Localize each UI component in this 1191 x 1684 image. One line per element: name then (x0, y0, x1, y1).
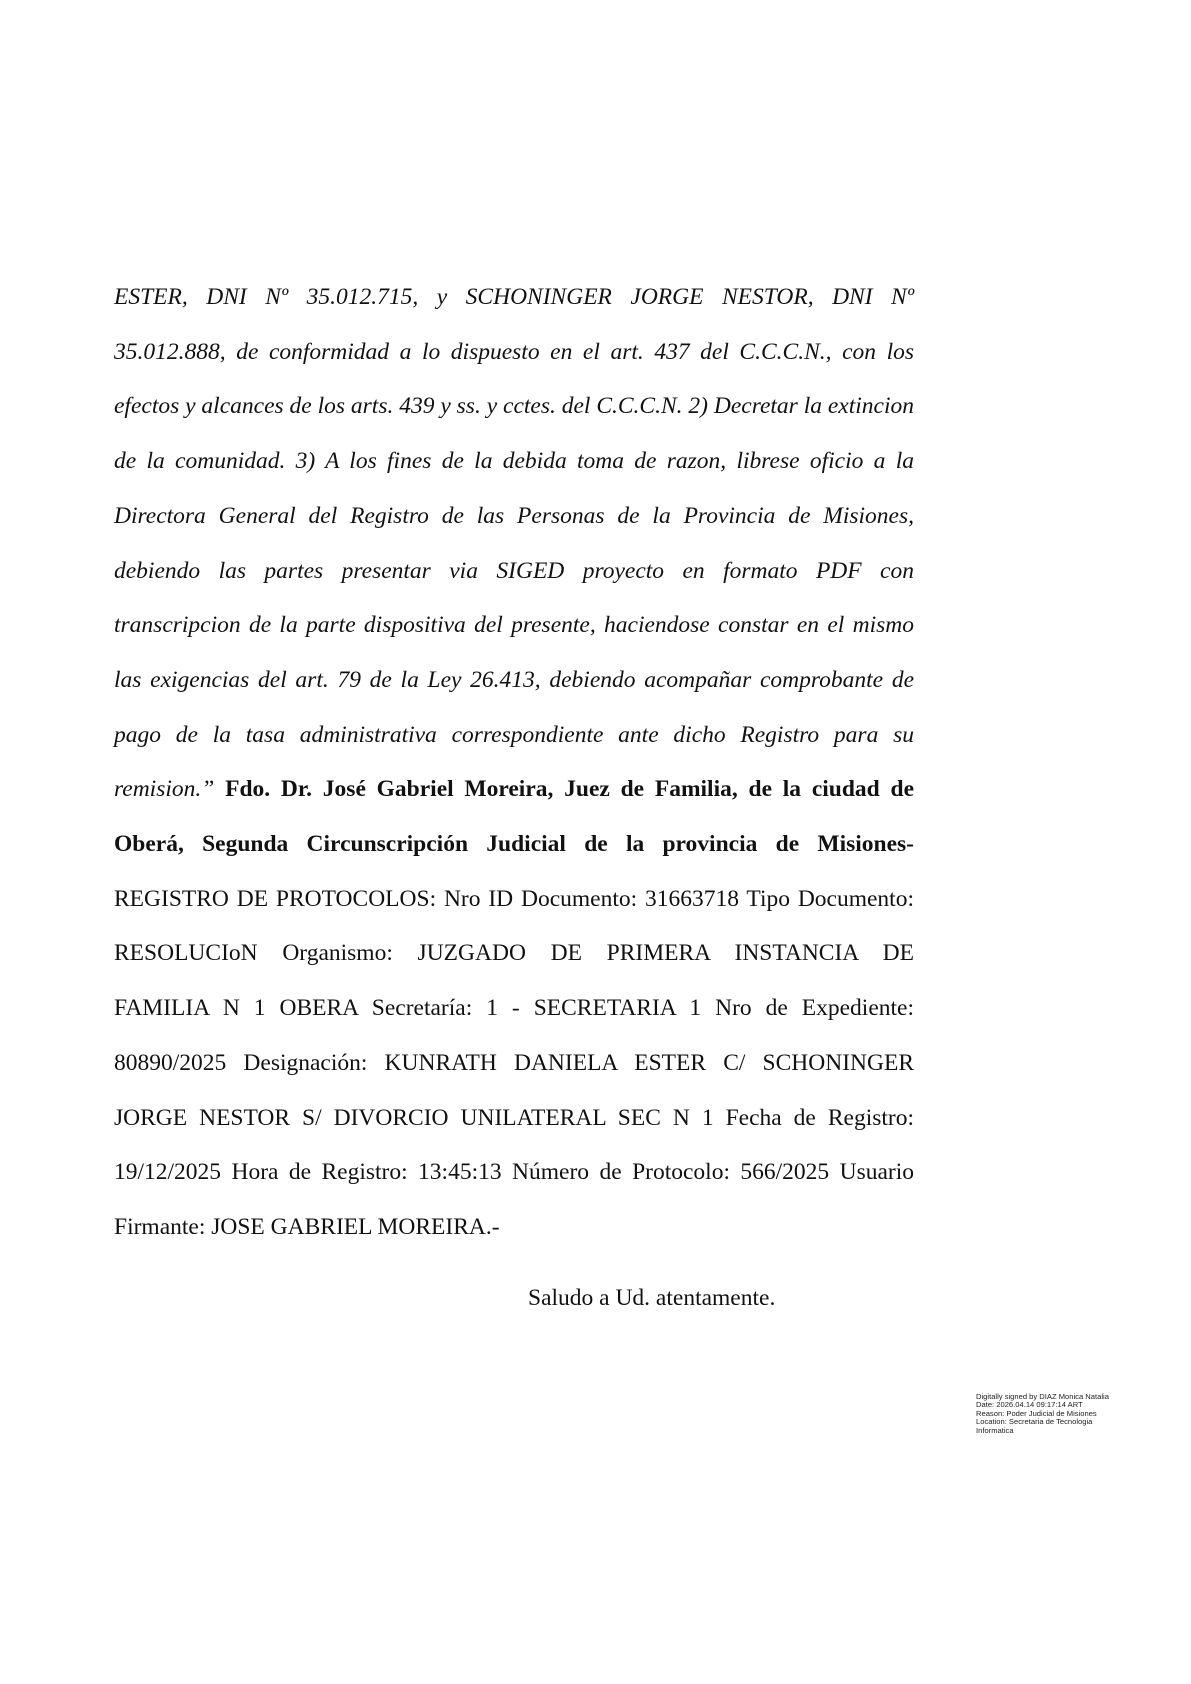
body-text-segment: JORGE NESTOR S/ DIVORCIO UNILATERAL SEC N 1 Fecha de Registro: (114, 1104, 914, 1131)
body-line (114, 993, 914, 1023)
body-text-segment: efectos y alcances de los arts. 439 y ss. y cctes. del C.C.C.N. 2) Decretar la extincion (114, 393, 914, 420)
body-text-segment: remision.” (114, 776, 226, 803)
body-line (114, 1157, 914, 1187)
body-text-segment: 19/12/2025 Hora de Registro: 13:45:13 Número de Protocolo: 566/2025 Usuario (114, 1159, 914, 1186)
body-line (114, 665, 914, 695)
closing-salutation: Saludo a Ud. atentamente. (528, 1285, 776, 1311)
body-text-segment: 80890/2025 Designación: KUNRATH DANIELA ESTER C/ SCHONINGER (114, 1049, 914, 1076)
body-text-segment: pago de la tasa administrativa correspondiente ante dicho Registro para su (114, 721, 914, 748)
body-text-segment: RESOLUCIoN Organismo: JUZGADO DE PRIMERA INSTANCIA DE (114, 940, 914, 967)
body-line (114, 829, 914, 859)
body-text-segment: las exigencias del art. 79 de la Ley 26.413, debiendo acompañar comprobante de (114, 666, 914, 693)
body-line (114, 610, 914, 640)
body-line (114, 1212, 914, 1242)
body-line (114, 1103, 914, 1133)
body-line (114, 337, 914, 367)
digital-signature-stamp (976, 1393, 1166, 1435)
body-text-segment: transcripcion de la parte dispositiva del presente, haciendose constar en el mismo (114, 612, 914, 639)
signature-location-cont: Informatica (976, 1425, 1014, 1435)
body-line (114, 446, 914, 476)
body-line (114, 720, 914, 750)
body-text-segment: 35.012.888, de conformidad a lo dispuesto en el art. 437 del C.C.C.N., con los (114, 338, 914, 365)
signature-date: Date: 2026.04.14 09:17:14 ART (976, 1400, 1083, 1410)
body-text-segment: de la comunidad. 3) A los fines de la debida toma de razon, librese oficio a la (114, 448, 914, 475)
body-text-segment: Fdo. Dr. José Gabriel Moreira, Juez de Familia, de la ciudad de (225, 776, 914, 803)
body-line (114, 282, 914, 312)
body-text-segment: FAMILIA N 1 OBERA Secretaría: 1 - SECRETARIA 1 Nro de Expediente: (114, 995, 914, 1022)
body-line (114, 501, 914, 531)
body-text-segment: debiendo las partes presentar via SIGED proyecto en formato PDF con (114, 557, 914, 584)
signature-reason: Reason: Poder Judicial de Misiones (976, 1408, 1097, 1418)
body-text-segment: ESTER, DNI Nº 35.012.715, y SCHONINGER JORGE NESTOR, DNI Nº (114, 284, 914, 310)
body-line (114, 884, 914, 914)
body-line (114, 774, 914, 804)
body-text-segment: Oberá, Segunda Circunscripción Judicial de la provincia de Misiones- (114, 831, 914, 857)
body-text-segment: Directora General del Registro de las Personas de la Provincia de Misiones, (114, 502, 914, 529)
body-line (114, 938, 914, 968)
body-text-segment: REGISTRO DE PROTOCOLOS: Nro ID Documento: 31663718 Tipo Documento: (114, 885, 914, 912)
body-line (114, 391, 914, 421)
signature-signed-by: Digitally signed by DIAZ Monica Natalia (976, 1392, 1109, 1401)
signature-location: Location: Secretaria de Tecnologia (976, 1417, 1093, 1427)
body-line (114, 556, 914, 586)
body-line (114, 1048, 914, 1078)
body-text-segment: Firmante: JOSE GABRIEL MOREIRA.- (114, 1213, 500, 1240)
